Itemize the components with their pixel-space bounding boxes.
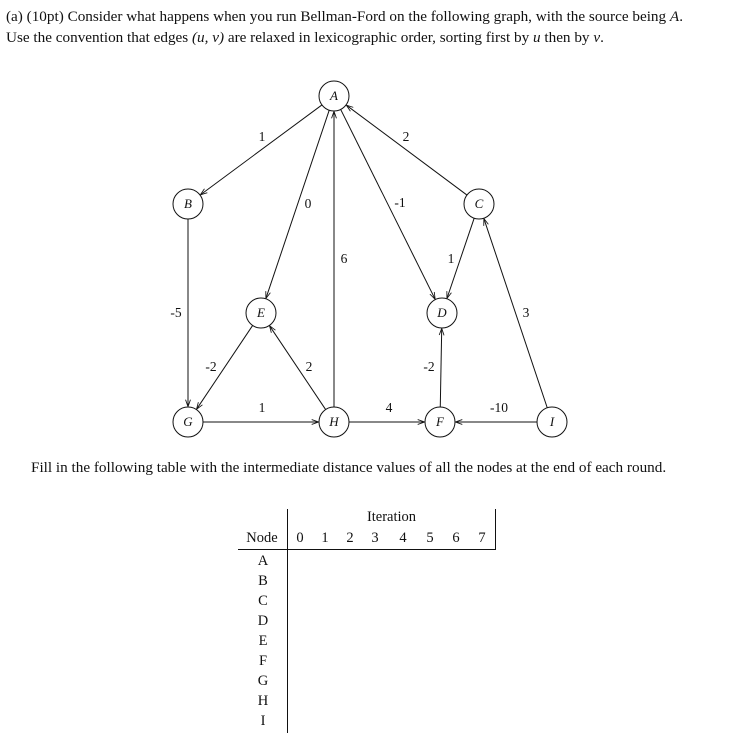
source-node: A bbox=[669, 8, 680, 25]
table-right-rule bbox=[495, 509, 496, 549]
node-header: Node bbox=[246, 530, 278, 546]
node-D bbox=[427, 298, 457, 328]
problem-statement: (a) (10pt) Consider what happens when you run Bellman-Ford on the following graph, with the source being A. Use the convention that edges (u, v) are relaxed in lexicographic order, sorting first by u then by v. bbox=[6, 8, 683, 46]
node-B bbox=[173, 189, 203, 219]
node-A bbox=[319, 81, 349, 111]
edge-I-C bbox=[484, 219, 547, 408]
iteration-col: 2 bbox=[346, 530, 354, 546]
points-label: (10pt) bbox=[26, 8, 64, 25]
edge-C-A bbox=[347, 106, 467, 195]
iteration-col: 5 bbox=[426, 530, 434, 546]
table-row-label: C bbox=[258, 593, 268, 609]
node-E bbox=[246, 298, 276, 328]
table-row-label: B bbox=[258, 573, 268, 589]
node-label: D bbox=[437, 304, 447, 320]
iteration-header: Iteration bbox=[366, 509, 417, 525]
edge-A-D bbox=[341, 109, 435, 298]
edge-weight-label: -2 bbox=[205, 359, 217, 375]
node-label: I bbox=[549, 413, 555, 429]
iteration-col: 6 bbox=[452, 530, 460, 546]
edge-A-B bbox=[201, 105, 322, 195]
table-vertical-rule bbox=[287, 509, 288, 733]
table-row-label: H bbox=[257, 693, 269, 709]
node-label: H bbox=[329, 413, 339, 429]
edge-notation: (u, v) bbox=[192, 29, 225, 46]
edge-H-E bbox=[270, 326, 326, 409]
node-G bbox=[173, 407, 203, 437]
edge-weight-label: 6 bbox=[340, 251, 348, 267]
node-label: B bbox=[184, 195, 192, 211]
edge-weight-label: 1 bbox=[258, 400, 266, 416]
edge-weight-label: -10 bbox=[490, 400, 508, 416]
edge-F-D bbox=[440, 329, 441, 407]
node-label: G bbox=[183, 413, 193, 429]
part-label: (a) bbox=[6, 8, 23, 25]
node-label: E bbox=[257, 304, 265, 320]
instruction-text: Fill in the following table with the intermediate distance values of all the nodes at the end of each round. bbox=[31, 459, 667, 476]
edge-weight-label: -5 bbox=[170, 305, 182, 321]
edge-weight-label: 1 bbox=[258, 129, 266, 145]
table-row-label: G bbox=[257, 673, 269, 689]
edge-weight-label: -1 bbox=[394, 195, 406, 211]
node-label: F bbox=[436, 413, 444, 429]
table-row-label: F bbox=[258, 653, 268, 669]
edge-weight-label: 4 bbox=[385, 400, 393, 416]
edge-weight-label: -2 bbox=[423, 359, 435, 375]
node-H bbox=[319, 407, 349, 437]
edge-weight-label: 1 bbox=[447, 251, 455, 267]
edge-weight-label: 2 bbox=[402, 129, 410, 145]
edge-weight-label: 3 bbox=[522, 305, 530, 321]
node-label: A bbox=[330, 87, 338, 103]
edge-A-E bbox=[266, 110, 329, 298]
table-row-label: E bbox=[258, 633, 268, 649]
iteration-col: 4 bbox=[399, 530, 407, 546]
iteration-col: 3 bbox=[371, 530, 379, 546]
node-label: C bbox=[474, 195, 484, 211]
table-row-label: A bbox=[257, 553, 269, 569]
table-row-label: D bbox=[257, 613, 269, 629]
node-I bbox=[537, 407, 567, 437]
edge-weight-label: 2 bbox=[305, 359, 313, 375]
node-F bbox=[425, 407, 455, 437]
iteration-col: 1 bbox=[321, 530, 329, 546]
edge-weight-label: 0 bbox=[304, 196, 312, 212]
iteration-col: 0 bbox=[296, 530, 304, 546]
node-C bbox=[464, 189, 494, 219]
table-row-label: I bbox=[260, 713, 266, 729]
table-header-rule bbox=[238, 549, 496, 550]
iteration-col: 7 bbox=[478, 530, 486, 546]
